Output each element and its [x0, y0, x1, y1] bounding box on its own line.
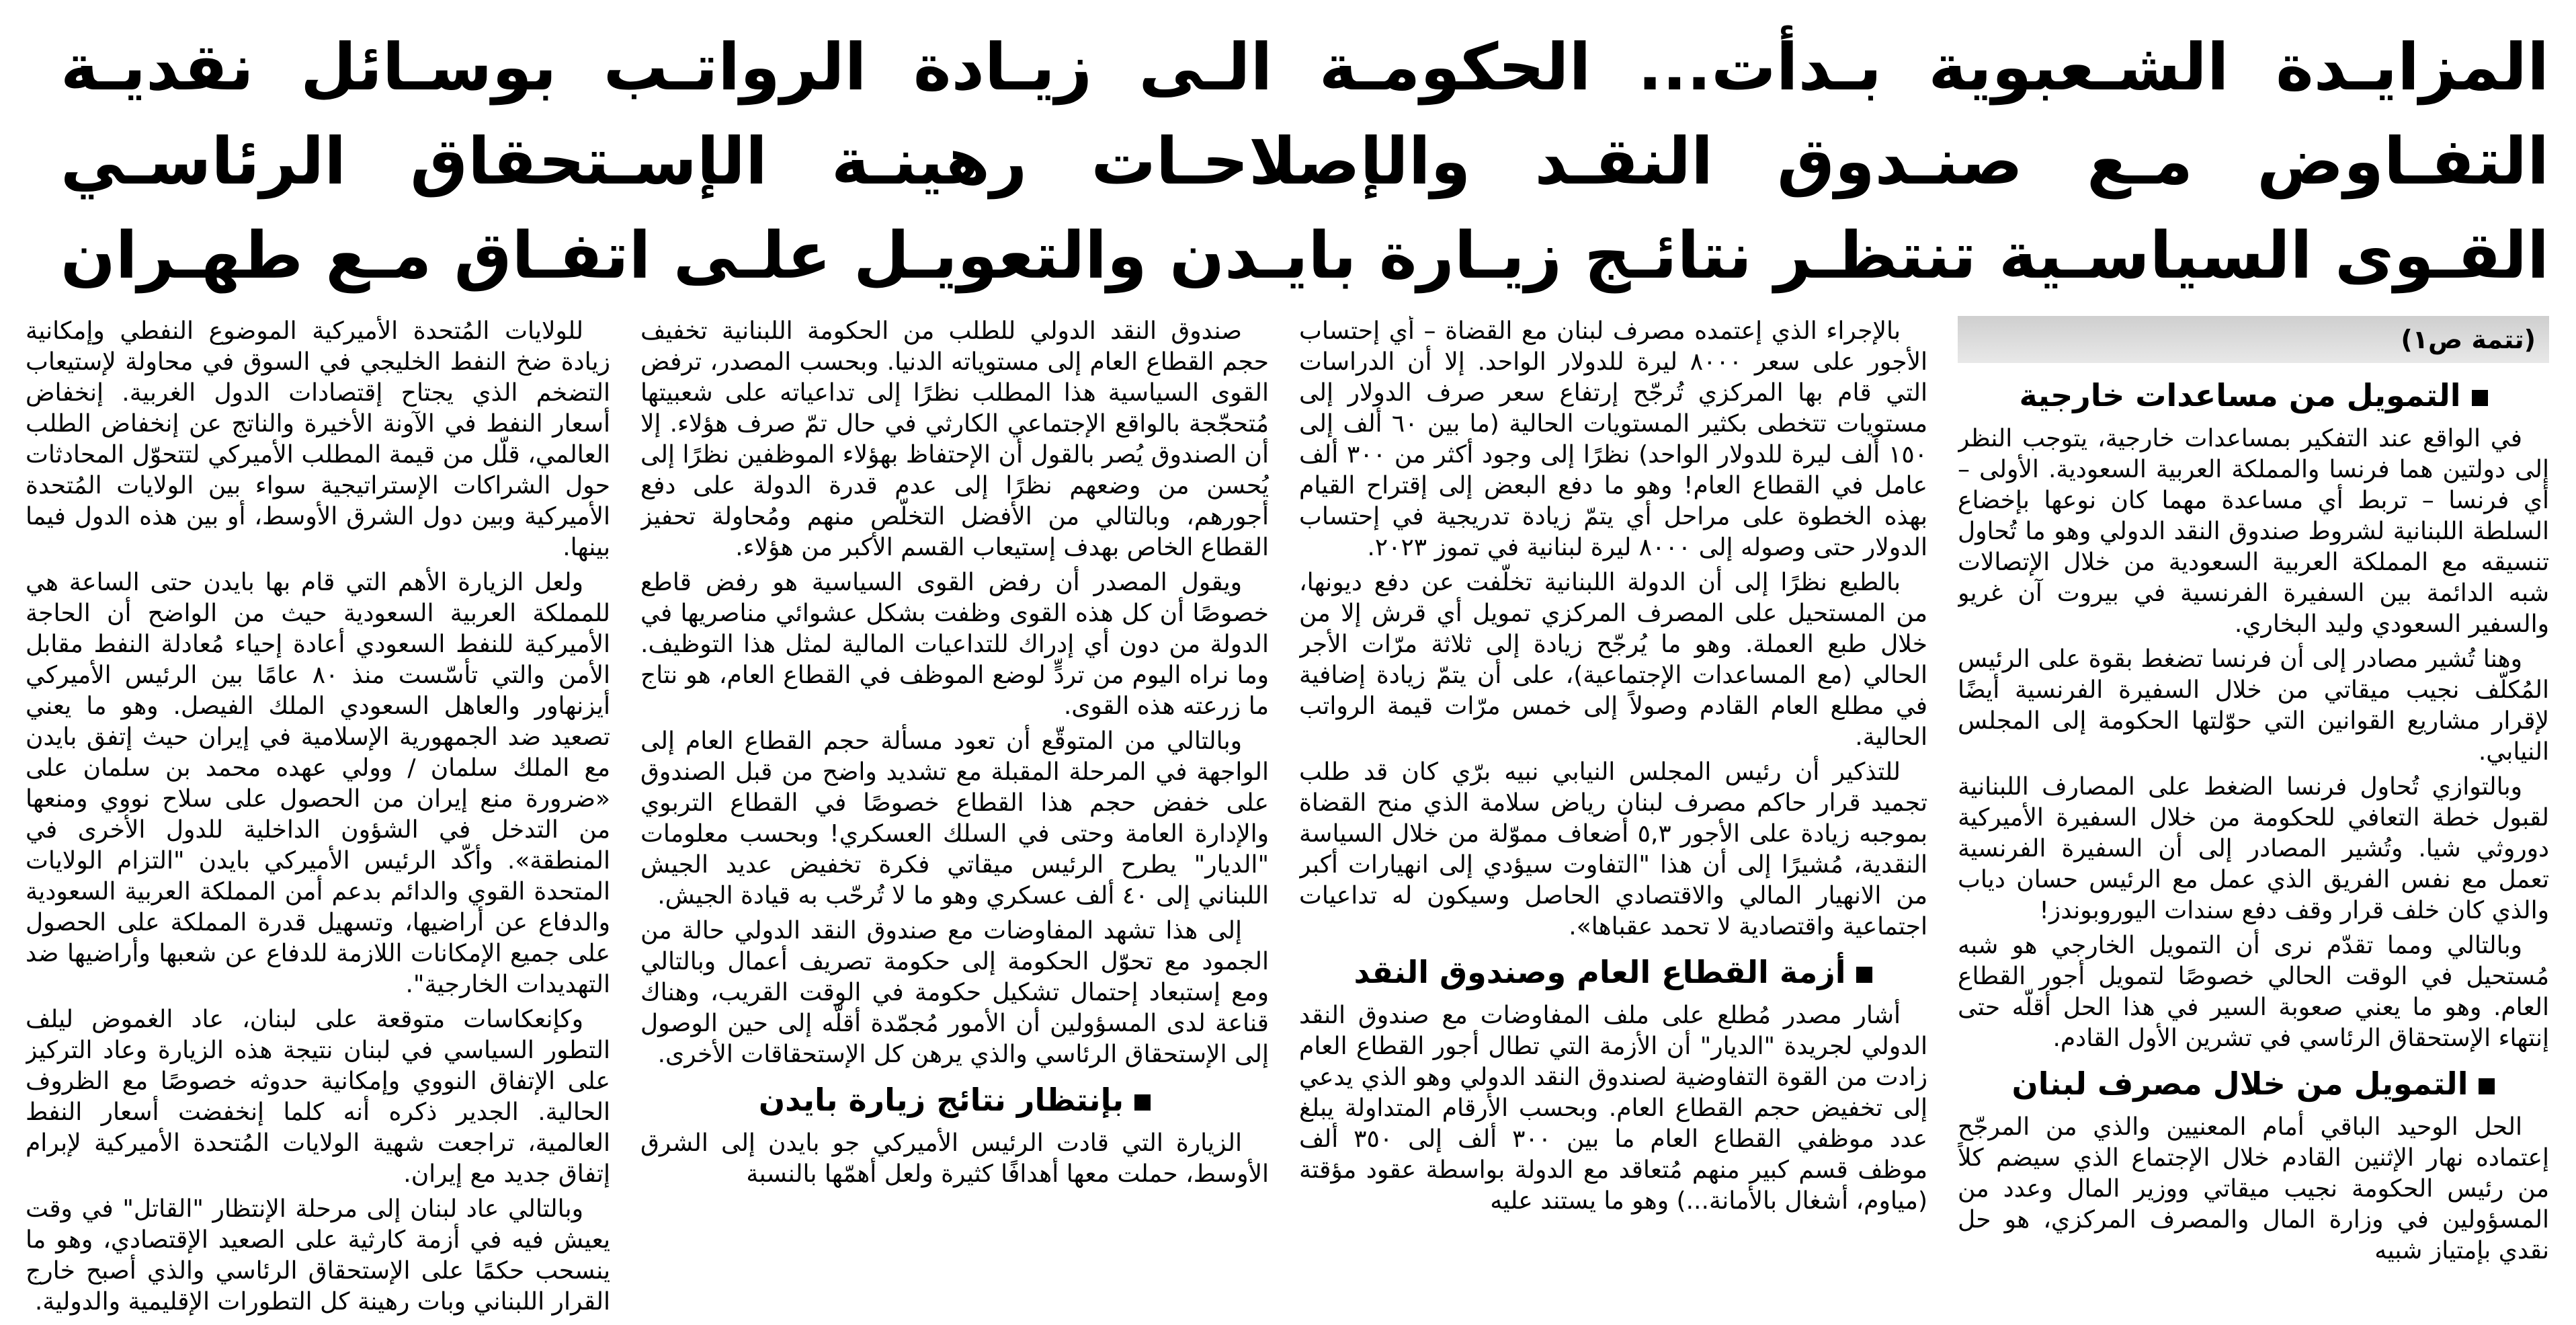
continued-note: (تتمة ص١) [1958, 316, 2549, 363]
paragraph: وكإنعكاسات متوقعة على لبنان، عاد الغموض ليلف التطور السياسي في لبنان نتيجة هذه الزيارة وعاد التركيز على الإتفاق النووي وإمكانية حدوثه خصوصًا مع الظروف الحالية. الجدير ذكره أنه كلما إنخفضت أسعار النفط العالمية، تراجعت شهية الولايات المُتحدة الأميركية لإبرام إتفاق جديد مع إيران. [26, 1006, 610, 1188]
paragraph: للولايات المُتحدة الأميركية الموضوع النفطي وإمكانية زيادة ضخ النفط الخليجي في السوق في محاولة لإستيعاب التضخم الذي يجتاح إقتصادات الدول الغربية. إنخفاض أسعار النفط في الآونة الأخيرة والناتج عن إنخفاض الطلب العالمي، قلّل من قيمة المطلب الأميركي لتتحوّل المحادثات حول الشراكات الإستراتيجية سواء بين الولايات المُتحدة الأميركية وبين دول الشرق الأوسط، أو بين هذه الدول فيما بينها. [26, 317, 610, 561]
paragraph: في الواقع عند التفكير بمساعدات خارجية، يتوجب النظر إلى دولتين هما فرنسا والمملكة العربية السعودية. الأولى – أي فرنسا – تربط أي مساعدة مهما كان نوعها بإخضاع السلطة اللبنانية لشروط صندوق النقد الدولي وهو ما تُحاول تنسيقه مع المملكة العربية السعودية من خلال الإتصالات شبه الدائمة بين السفيرة الفرنسية في بيروت آن غريو والسفير السعودي وليد البخاري. [1958, 425, 2549, 638]
paragraph: وبالتالي ومما تقدّم نرى أن التمويل الخارجي هو شبه مُستحيل في الوقت الحالي خصوصًا لتمويل أجور القطاع العام. وهو ما يعني صعوبة السير في هذا الحل أقلّه حتى إنتهاء الإستحقاق الرئاسي في تشرين الأول القادم. [1958, 932, 2549, 1052]
paragraph: أشار مصدر مُطلع على ملف المفاوضات مع صندوق النقد الدولي لجريدة "الديار" أن الأزمة التي تطال أجور القطاع العام زادت من القوة التفاوضية لصندوق النقد الدولي وهو الذي يدعي إلى تخفيض حجم القطاع العام. وبحسب الأرقام المتداولة يبلغ عدد موظفي القطاع العام ما بين ٣٠٠ ألف إلى ٣٥٠ ألف موظف قسم كبير منهم مُتعاقد مع الدولة بواسطة عقود مؤقتة (مياوم، أشغال بالأمانة...) وهو ما يستند عليه [1299, 1002, 1927, 1215]
article-column-1 [1958, 316, 2549, 1321]
article-column-2 [1299, 316, 1927, 1321]
section-heading-foreign-funding [1958, 375, 2549, 415]
paragraph: بالطبع نظرًا إلى أن الدولة اللبنانية تخلّفت عن دفع ديونها، من المستحيل على المصرف المركزي تمويل أي قرش إلا من خلال طبع العملة. وهو ما يُرجّح زيادة إلى ثلاثة مرّات الأجر الحالي (مع المساعدات الإجتماعية)، على أن يتمّ زيادة إضافية في مطلع العام القادم وصولاً إلى خمس مرّات قيمة الرواتب الحالية. [1299, 569, 1927, 751]
paragraph: وبالتالي عاد لبنان إلى مرحلة الإنتظار "القاتل" في وقت يعيش فيه في أزمة كارثية على الصعيد الإقتصادي، وهو ما ينسحب حكمًا على الإستحقاق الرئاسي والذي أصبح خارج القرار اللبناني وبات رهينة كل التطورات الإقليمية والدولية. [26, 1195, 610, 1316]
article-column-3 [640, 316, 1269, 1321]
paragraph: صندوق النقد الدولي للطلب من الحكومة اللبنانية تخفيف حجم القطاع العام إلى مستوياته الدنيا. وبحسب المصدر، ترفض القوى السياسية هذا المطلب نظرًا إلى تداعياته على شعبيتها مُتحجّجة بالواقع الإجتماعي الكارثي في حال تمّ صرف هؤلاء. إلا أن الصندوق يُصر بالقول أن الإحتفاظ بهؤلاء الموظفين نظرًا إلى يُحسن من وضعهم نظرًا إلى عدم قدرة الدولة على دفع أجورهم، وبالتالي من الأفضل التخلّص منهم ومُحاولة تحفيز القطاع الخاص بهدف إستيعاب القسم الأكبر من هؤلاء. [640, 317, 1269, 561]
paragraph: ولعل الزيارة الأهم التي قام بها بايدن حتى الساعة هي للمملكة العربية السعودية حيث من الواضح أن الحاجة الأميركية للنفط السعودي أعادة إحياء مُعادلة النفط مقابل الأمن والتي تأسّست منذ ٨٠ عامًا بين الرئيس الأميركي أيزنهاور والعاهل السعودي الملك الفيصل. وهو ما يعني تصعيد ضد الجمهورية الإسلامية في إيران حيث إتفق بايدن مع الملك سلمان / وولي عهده محمد بن سلمان على «ضرورة منع إيران من الحصول على سلاح نووي ومنعها من التدخل في الشؤون الداخلية للدول الأخرى في المنطقة». وأكّد الرئيس الأميركي بايدن "التزام الولايات المتحدة القوي والدائم بدعم أمن المملكة العربية السعودية والدفاع عن أراضيها، وتسهيل قدرة المملكة على الحصول على جميع الإمكانات اللازمة للدفاع عن شعبها وأراضيها ضد التهديدات الخارجية". [26, 569, 610, 998]
section-heading-biden-visit [640, 1080, 1269, 1120]
section-heading-text: أزمة القطاع العام وصندوق النقد [1354, 954, 1846, 990]
square-bullet-icon [1134, 1094, 1151, 1111]
paragraph: للتذكير أن رئيس المجلس النيابي نبيه برّي كان قد طلب تجميد قرار حاكم مصرف لبنان رياض سلامة الذي منح القضاة بموجبه زيادة على الأجور ٥,٣ أضعاف مموّلة من خلال السياسة النقدية، مُشيرًا إلى أن هذا "التفاوت سيؤدي إلى انهيارات أكبر من الانهيار المالي والاقتصادي الحاصل وسيكون له تداعيات اجتماعية واقتصادية لا تحمد عقباها». [1299, 758, 1927, 940]
section-heading-text: بإنتظار نتائج زيارة بايدن [758, 1082, 1124, 1118]
section-heading-central-bank-funding [1958, 1063, 2549, 1104]
square-bullet-icon [2479, 1078, 2495, 1094]
paragraph: الزيارة التي قادت الرئيس الأميركي جو بايدن إلى الشرق الأوسط، حملت معها أهدافًا كثيرة ولعل أهمّها بالنسبة [640, 1129, 1269, 1188]
section-heading-text: التمويل من مساعدات خارجية [2019, 377, 2461, 413]
paragraph: إلى هذا تشهد المفاوضات مع صندوق النقد الدولي حالة من الجمود مع تحوّل الحكومة إلى حكومة تصريف أعمال وبالتالي ومع إستبعاد إحتمال تشكيل حكومة في الوقت القريب، وهناك قناعة لدى المسؤولين أن الأمور مُجمّدة أقلّه إلى حين الوصول إلى الإستحقاق الرئاسي والذي يرهن كل الإستحقاقات الأخرى. [640, 917, 1269, 1068]
section-heading-text: التمويل من خلال مصرف لبنان [2011, 1066, 2468, 1102]
headline-line-2: التفـاوض مـع صنـدوق النقـد والإصلاحـات رهينـة الإسـتحقاق الرئاسـي [60, 124, 2549, 199]
paragraph: بالإجراء الذي إعتمده مصرف لبنان مع القضاة – أي إحتساب الأجور على سعر ٨٠٠٠ ليرة للدولار الواحد. إلا أن الدراسات التي قام بها المركزي تُرجّح إرتفاع سعر صرف الدولار إلى مستويات تتخطى بكثير المستويات الحالية (ما بين ٦٠ ألف إلى ١٥٠ ألف ليرة للدولار الواحد) نظرًا إلى وجود أكثر من ٣٠٠ ألف عامل في القطاع العام! وهو ما دفع البعض إلى إقتراح القيام بهذه الخطوة على مراحل أي يتمّ زيادة تدريجية في إحتساب الدولار حتى وصوله إلى ٨٠٠٠ ليرة لبنانية في تموز ٢٠٢٣. [1299, 317, 1927, 561]
article-column-4 [26, 316, 610, 1321]
square-bullet-icon [1856, 967, 1872, 983]
paragraph: وبالتوازي تُحاول فرنسا الضغط على المصارف اللبنانية لقبول خطة التعافي للحكومة من خلال السفيرة الأميركية دوروثي شيا. وتُشير المصادر إلى أن السفيرة الفرنسية تعمل مع نفس الفريق الذي عمل مع الرئيس حسان دياب والذي كان خلف قرار وقف دفع سندات اليوروبوندز! [1958, 773, 2549, 924]
headline-line-1: المزايـدة الشـعبوية بـدأت... الحكومـة الـى زيـادة الرواتـب بوسـائل نقديـة [60, 30, 2549, 105]
paragraph: وهنا تُشير مصادر إلى أن فرنسا تضغط بقوة على الرئيس المُكلّف نجيب ميقاتي من خلال السفيرة الفرنسية أيضًا لإقرار مشاريع القوانين التي حوّلتها الحكومة إلى المجلس النيابي. [1958, 645, 2549, 766]
square-bullet-icon [2472, 390, 2488, 406]
paragraph: وبالتالي من المتوقّع أن تعود مسألة حجم القطاع العام إلى الواجهة في المرحلة المقبلة مع تشديد واضح من قبل الصندوق على خفض حجم هذا القطاع خصوصًا في القطاع التربوي والإدارة العامة وحتى في السلك العسكري! وبحسب معلومات "الديار" يطرح الرئيس ميقاتي فكرة تخفيض عديد الجيش اللبناني إلى ٤٠ ألف عسكري وهو ما لا تُرحّب به قيادة الجيش. [640, 727, 1269, 910]
section-heading-public-sector-imf [1299, 952, 1927, 992]
headline-block [60, 20, 2549, 303]
headline-line-3: القـوى السياسـية تنتظـر نتائـج زيـارة بايـدن والتعويـل علـى اتفـاق مـع طهـران [60, 218, 2549, 293]
paragraph: ويقول المصدر أن رفض القوى السياسية هو رفض قاطع خصوصًا أن كل هذه القوى وظفت بشكل عشوائي مناصريها في الدولة من دون أي إدراك للتداعيات المالية لمثل هذا التوظيف. وما نراه اليوم من تردٍّ لوضع الموظف في القطاع العام، هو نتاج ما زرعته هذه القوى. [640, 569, 1269, 720]
paragraph: الحل الوحيد الباقي أمام المعنيين والذي من المرجّح إعتماده نهار الإثنين القادم خلال الإجتماع الذي سيضم كلاً من رئيس الحكومة نجيب ميقاتي ووزير المال وعدد من المسؤولين في وزارة المال والمصرف المركزي، هو حل نقدي بإمتياز شبيه [1958, 1113, 2549, 1264]
